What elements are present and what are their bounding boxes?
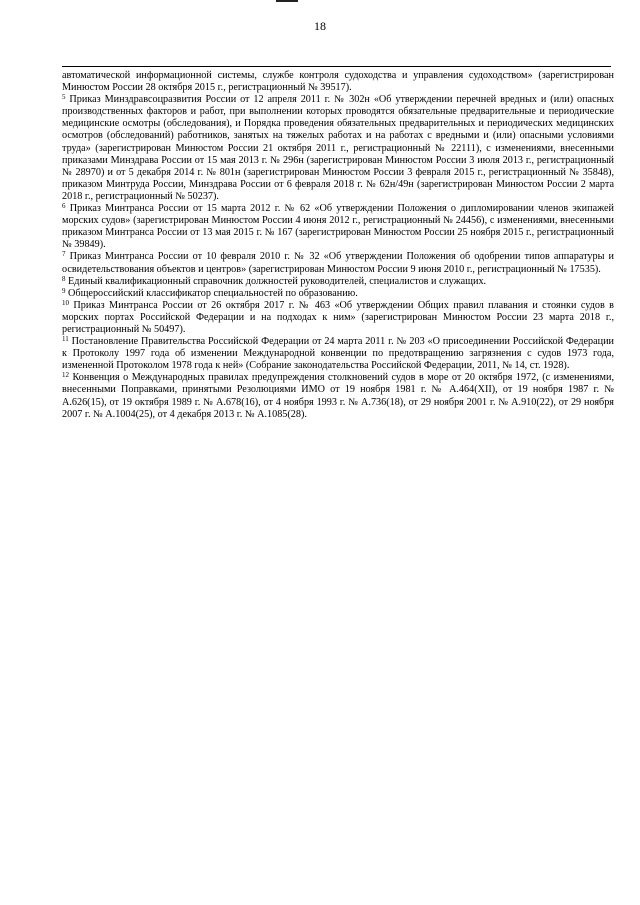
footnote-marker: 6	[62, 202, 66, 211]
footnote-6	[62, 203, 614, 251]
footnote-text: Приказ Минтранса России от 15 марта 2012 г. № 62 «Об утверждении Положения о дипломировании членов экипажей морских судов» (зарегистрирован Минюстом России 4 июня 2012 г., регистрационный № 24456), с изменениями, внесенными приказом Минтранса России от 13 мая 2015 г. № 167 (зарегистрирован Минюстом России 25 ноября 2015 г., регистрационный № 39849).	[62, 203, 614, 251]
scan-artifact-mark	[276, 0, 298, 2]
footnote-marker: 10	[62, 298, 69, 307]
footnote-12	[62, 372, 614, 420]
footnote-text: Постановление Правительства Российской Федерации от 24 марта 2011 г. № 203 «О присоединении Российской Федерации к Протоколу 1997 года об изменении Международной конвенции по предотвращению загрязнения с судов 1973 года, измененной Протоколом 1978 года к ней» (Собрание законодательства Российской Федерации, 2011, № 14, ст. 1928).	[62, 336, 614, 372]
footnote-continuation	[62, 70, 614, 94]
page-number: 18	[314, 19, 326, 33]
footnote-marker: 9	[62, 286, 66, 295]
footnote-text: Единый квалификационный справочник должностей руководителей, специалистов и служащих.	[65, 275, 487, 287]
footnote-text: Конвенция о Международных правилах предупреждения столкновений судов в море от 20 октября 1972, (с изменениями, внесенными Поправками, принятыми Резолюциями ИМО от 19 ноября 1981 г. № A.464(XII), от 19 ноября 1987 г. № A.626(15), от 19 октября 1989 г. № A.678(16), от 4 ноября 1993 г. № A.736(18), от 29 ноября 2001 г. № A.910(22), от 29 ноября 2007 г. № A.1004(25), от 4 декабря 2013 г. № A.1085(28).	[62, 372, 614, 420]
footnote-5	[62, 94, 614, 203]
footnote-marker: 8	[62, 274, 66, 283]
footnote-9	[62, 288, 614, 300]
footnote-10	[62, 300, 614, 336]
footnote-marker: 11	[62, 335, 69, 344]
footnote-7	[62, 251, 614, 275]
footnote-8	[62, 276, 614, 288]
footnote-text: Приказ Минздравсоцразвития России от 12 апреля 2011 г. № 302н «Об утверждении перечней вредных и (или) опасных производственных факторов и работ, при выполнении которых проводятся обязательные предварительные и периодические медицинские осмотры (обследования), и Порядка проведения обязательных предварительных и периодических медицинских осмотров (обследований) работников, занятых на тяжелых работах и на работах с вредными и (или) опасными условиями труда» (зарегистрирован Минюстом России 21 октября 2011 г., регистрационный № 22111), с изменениями, внесенными приказами Минздрава России от 15 мая 2013 г. № 296н (зарегистрирован Минюстом России 3 июля 2013 г., регистрационный № 28970) и от 5 декабря 2014 г. № 801н (зарегистрирован Минюстом России 3 февраля 2015 г., регистрационный № 35848), приказом Минтруда России, Минздрава России от 6 февраля 2018 г. № 62н/49н (зарегистрирован Минюстом России 2 марта 2018 г., регистрационный № 50237).	[62, 94, 614, 202]
footnote-text: Приказ Минтранса России от 26 октября 2017 г. № 463 «Об утверждении Общих правил плавания и стоянки судов в морских портах Российской Федерации и на подходах к ним» (зарегистрирован Минюстом России 23 марта 2018 г., регистрационный № 50497).	[62, 299, 614, 335]
footnote-text: Общероссийский классификатор специальностей по образованию.	[65, 287, 358, 299]
footnote-text: автоматической информационной системы, службе контроля судоходства и управления судоходством» (зарегистрирован Минюстом России 28 октября 2015 г., регистрационный № 39517).	[62, 70, 614, 94]
footnote-marker: 7	[62, 250, 66, 259]
footnote-text: Приказ Минтранса России от 10 февраля 2010 г. № 32 «Об утверждении Положения об одобрении типов аппаратуры и освидетельствования объектов и центров» (зарегистрирован Минюстом России 9 июня 2010 г., регистрационный № 17535).	[62, 251, 614, 275]
footnote-marker: 5	[62, 93, 66, 102]
footnote-11	[62, 336, 614, 372]
footnotes-section	[62, 70, 614, 421]
footnote-marker: 12	[62, 371, 69, 380]
footnote-separator	[62, 66, 611, 67]
